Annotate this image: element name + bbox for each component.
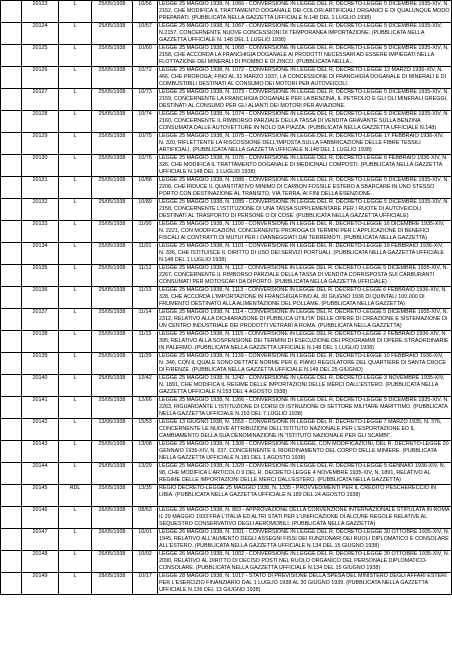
record-id: 20140: [22, 375, 59, 397]
record-date: 25/05/1938: [92, 221, 133, 243]
record-title: LEGGE 25 MAGGIO 1938, N. 1072 - CONVERSIONE IN LEGGE DEL R. DECRETO-LEGGE 12 MARZO 1936-XIV, N. 466, CHE PROROGA, FINO AL 31 MARZO 1937, LA CONCESSIONE DI FRANCHIGIA DOGANALE DI MINERALI E DI COMBUSTIBILI DESTINATI AL CONSUMO DEI MOTORI PER AUTOVEICOLI.: [158, 67, 452, 89]
record-id: 20123: [22, 1, 59, 23]
row-marker: [1, 375, 22, 397]
table-row: [1, 265, 452, 287]
record-date: 25/05/1938: [92, 177, 133, 199]
record-page: 11/00: [133, 221, 158, 243]
record-page: 13/29: [133, 463, 158, 485]
record-date: 13/06/1938: [92, 419, 133, 441]
record-type: L: [59, 89, 92, 111]
row-marker: [1, 485, 22, 507]
row-marker: [1, 353, 22, 375]
records-body: [1, 1, 452, 595]
row-marker: [1, 550, 22, 572]
record-type: L: [59, 419, 92, 441]
record-id: 20147: [22, 528, 59, 550]
record-page: 10/02: [133, 550, 158, 572]
record-page: 08/63: [133, 506, 158, 528]
row-marker: [1, 287, 22, 309]
record-type: L: [59, 375, 92, 397]
record-title: LEGGE 25 MAGGIO 1938, N. 1074 - CONVERSIONE IN LEGGE DEL R. DECRETO-LEGGE 5 DICEMBRE 1935-XIV, N. 2160, CONCERNENTE IL RIMBORSO PARZIALE DELLA TASSA DI VENDITA GRAVANTE SULLA BENZINA CONSUMATA DALLE AUTOVETTURE IN NOLO DA PIAZZA. (PUBBLICATA NELLA GAZZETTA UFFICIALE N.148): [158, 111, 452, 133]
record-title: LEGGE 28 MAGGIO 1938, N. 1017 - STATO DI PREVISIONE DELLA SPESA DEL MINISTERO DEGLI AFFARI ESTERI PER L'ESERCIZIO FINANZIARIO DAL 1 LUGLIO 1938 AL 30 GIUGNO 1939. (PUBBLICATA NELLA GAZZETTA UFFICIALE N.136 DEL 13 GIUGNO 1938): [158, 572, 452, 594]
row-marker: [1, 45, 22, 67]
record-date: 25/05/1938: [92, 397, 133, 419]
record-id: 20129: [22, 133, 59, 155]
row-marker: [1, 331, 22, 353]
row-marker: [1, 155, 22, 177]
record-date: 25/05/1938: [92, 23, 133, 45]
record-date: 25/05/1938: [92, 199, 133, 221]
record-type: L: [59, 221, 92, 243]
record-date: 25/05/1938: [92, 111, 133, 133]
row-marker: [1, 528, 22, 550]
record-type: L: [59, 67, 92, 89]
record-date: 25/05/1938: [92, 67, 133, 89]
record-title: LEGGE 26 MAGGIO 1938, N. 1002 - CONVERSIONE IN LEGGE DEL R. DECRETO-LEGGE 30 OTTOBRE 1935-XIV, N. 2090, RELATIVO AL DIRITTO DI DECISO POSTI NEL RUOLO ORGANICO DEL PERSONALE DIPLOMATICO-CONSOLARE. (PUBBLICATA NELLA GAZZETTA UFFICIALE N.134 DEL 15 GIUGNO 1938): [158, 550, 452, 572]
record-type: L: [59, 397, 92, 419]
record-type: L: [59, 353, 92, 375]
record-date: 25/05/1938: [92, 265, 133, 287]
record-id: 20139: [22, 353, 59, 375]
record-type: L: [59, 1, 92, 23]
table-row: [1, 506, 452, 528]
table-row: [1, 199, 452, 221]
record-title: LEGGE 25 MAGGIO 1938, N. 1075 - CONVERSIONE IN LEGGE DEL R. DECRETO-LEGGE 17 FEBBRAIO 1936-XIV, N. 320, RIFLETTENTE LA RISCOSSIONE DELL'IMPOSTA SULLA FABBRICAZIONE DELLE FIBRE TESSILI ARTIFICIALI. (PUBBLICATA NELLA GAZZETTA UFFICIALE N.148 DEL 1 LUGLIO 1938): [158, 133, 452, 155]
table-row: [1, 550, 452, 572]
record-page: 10/56: [133, 1, 158, 23]
record-page: 10/89: [133, 199, 158, 221]
record-type: L: [59, 23, 92, 45]
record-type: L: [59, 111, 92, 133]
row-marker: [1, 506, 22, 528]
table-row: [1, 353, 452, 375]
record-type: RDL: [59, 485, 92, 507]
record-page: 10/74: [133, 111, 158, 133]
record-id: 20133: [22, 221, 59, 243]
record-date: 26/05/1938: [92, 506, 133, 528]
record-date: 28/05/1938: [92, 572, 133, 594]
record-type: L: [59, 441, 92, 463]
table-row: [1, 375, 452, 397]
record-date: 25/05/1938: [92, 375, 133, 397]
record-page: 13/08: [133, 441, 158, 463]
table-row: [1, 89, 452, 111]
table-row: [1, 528, 452, 550]
record-date: 25/05/1938: [92, 309, 133, 331]
record-title: LEGGE 25 MAGGIO 1938, N. 1088 - CONVERSIONE IN LEGGE DEL R. DECRETO-LEGGE 5 DICEMBRE 1935-XIV, N. 2208, CHE RIDUCE IL QUANTITATIVO MINIMO DI CARBON FOSSILE ESTERO A SBARCARE IN UNO STESSO PORTO CON DESTINAZIONE AL TRANSITO, VIA TERRA, AI FINI DELLA ESENZIONE.: [158, 177, 452, 199]
record-id: 20134: [22, 243, 59, 265]
record-page: 10/76: [133, 155, 158, 177]
row-marker: [1, 463, 22, 485]
record-id: 20137: [22, 309, 59, 331]
record-title: LEGGE 13 GIUGNO 1938, N. 1553 - CONVERSIONE IN LEGGE DEL R. DECRETO-LEGGE 7 MARZO 1935, N. 376, CONCERNENTE LE NUOVE ATTRIBUZIONI DELL'ISTITUTO NAZIONALE PER L'ESPORTAZIONE ED IL CAMBIAMENTO DELLA SUA DENOMINAZIONE IN "ISTITUTO NAZIONALE PER GLI SCAMBI".: [158, 419, 452, 441]
record-title: LEGGE 25 MAGGIO 1938, N. 1100 - CONVERSIONE IN LEGGE DEL R. DECRETO-LEGGE 16 DICEMBRE 1935-XIV, N. 2221, CON MODIFICAZIONI, CONCERNENTE PROROGA DI TERMINI PER L'APPLICAZIONE DI BENEFICI FISCALI AI CONTRATTI DI MUTUI PER I DANNEGGIATI DAI TERREMOTI. (PUBBLICATA NELLA GAZZETTA): [158, 221, 452, 243]
record-date: 26/05/1938: [92, 528, 133, 550]
record-date: 26/05/1938: [92, 550, 133, 572]
record-id: 20128: [22, 111, 59, 133]
record-type: L: [59, 133, 92, 155]
record-id: 20127: [22, 89, 59, 111]
row-marker: [1, 111, 22, 133]
table-row: [1, 221, 452, 243]
record-date: 25/05/1938: [92, 1, 133, 23]
record-date: 25/05/1938: [92, 45, 133, 67]
record-id: 20135: [22, 265, 59, 287]
row-marker: [1, 177, 22, 199]
record-title: LEGGE 25 MAGGIO 1938, N. 1115 - CONVERSIONE IN LEGGE DEL R. DECRETO-LEGGE 2 FEBBRAIO 1936-XIV, N. 395, RELATIVO ALLA SOSPENSIONE DEI TERMINI DI ESECUZIONE DEI PROGRAMMI DI OPERE STRAORDINARIE IN PALERMO. (PUBBLICATA NELLA GAZZETTA UFFICIALE N.148 DEL 1 LUGLIO 1938): [158, 331, 452, 353]
record-id: 20143: [22, 441, 59, 463]
record-title: LEGGE 25 MAGGIO 1938, N. 1113 - CONVERSIONE IN LEGGE DEL R. DECRETO-LEGGE 6 FEBBRAIO 1936-XIV, N. 328, CHE ACCORDA L'IMPORTAZIONE IN FRANCHIGIA FINO AL 30 GIUGNO 1936 DI QUINTALI 100.000 DI FRUMENTO DESTINATO ALLA ALIMENTAZIONE DEL POLLAME. (PUBBLICATA NELLA GAZZETTA): [158, 287, 452, 309]
row-marker: [1, 441, 22, 463]
row-marker: [1, 133, 22, 155]
record-id: 20148: [22, 550, 59, 572]
record-title: LEGGE 25 MAGGIO 1938, N. 1066 - CONVERSIONE IN LEGGE DEL R. DECRETO-LEGGE 5 DICEMBRE 1935-XIV, N. 2152, CHE MODIFICA IL TRATTAMENTO DOGANALE DEI COLORI ARTIFICIALI ORGANICI E DI QUALUNQUE MODO PREPARATI. (PUBBLICATA NELLA GAZZETTA UFFICIALE N.148 DEL 1 LUGLIO 1938): [158, 1, 452, 23]
record-type: L: [59, 309, 92, 331]
record-page: 11/01: [133, 243, 158, 265]
row-marker: [1, 199, 22, 221]
table-row: [1, 243, 452, 265]
table-row: [1, 485, 452, 507]
record-title: LEGGE 25 MAGGIO 1938, N. 1139 - CONVERSIONE IN LEGGE DEL R. DECRETO-LEGGE 10 FEBBRAIO 1936-XIV, N. 346, CON IL QUALE SONO DETTATE NORME PER IL PIANO REGOLATORE DEL QUARTIERE DI SANTA CROCE DI FIRENZE. (PUBBLICATA NELLA GAZZETTA UFFICIALE N.149 DEL 25 GIUGNO): [158, 353, 452, 375]
record-title: LEGGE 25 MAGGIO 1938, N. 1329 - CONVERSIONE IN LEGGE DEL R. DECRETO-LEGGE 5 GENNAIO 1936-XIV, N. 98, CHE MODIFICA L'ARTICOLO 9 DEL R. DECRETO-LEGGE 4 NOVEMBRE 1935-XIV, N. 1891, RELATIVO AL REGIME DELLE IMPORTAZIONI DELLE MERCI DALL'ESTERO. (PUBBLICATA NELLA GAZZETTA): [158, 463, 452, 485]
record-title: LEGGE 25 MAGGIO 1938, N. 1266 - CONVERSIONE IN LEGGE DEL R. DECRETO-LEGGE 5 DICEMBRE 1935-XIV, N. 2263, RIGUARDANTE L'ISTITUZIONE DI CORSI DI ISTRUZIONE DI SETTORE MILITARE MARITTIMO. (PUBBLICATA NELLA GAZZETTA UFFICIALE N.153 DEL 7 LUGLIO 1938): [158, 397, 452, 419]
record-page: 10/73: [133, 89, 158, 111]
record-type: L: [59, 528, 92, 550]
record-title: LEGGE 25 MAGGIO 1938, N. 1073 - CONVERSIONE IN LEGGE DEL R. DECRETO-LEGGE 5 DICEMBRE 1935-XIV, N. 2159, CONCERNENTE LA FRANCHIGIA DOGANALE PER LA BENZINA, IL PETROLIO E GLI OLI MINERALI GREGGI, DESTINATI AL CONSUMO PER GLI ALIANTI DEI MOTORI PER AVIAZIONE.: [158, 89, 452, 111]
record-id: 20144: [22, 463, 59, 485]
record-date: 25/05/1938: [92, 331, 133, 353]
record-date: 25/05/1938: [92, 133, 133, 155]
row-marker: [1, 265, 22, 287]
record-id: 20136: [22, 287, 59, 309]
table-row: [1, 441, 452, 463]
record-date: 25/05/1938: [92, 287, 133, 309]
record-page: 12/66: [133, 397, 158, 419]
record-type: L: [59, 199, 92, 221]
record-type: L: [59, 243, 92, 265]
record-type: L: [59, 572, 92, 594]
row-marker: [1, 23, 22, 45]
record-page: 10/75: [133, 133, 158, 155]
record-title: LEGGE 25 MAGGIO 1938, N. 1068 - CONVERSIONE IN LEGGE DEL R. DECRETO-LEGGE 5 DICEMBRE 1935-XIV, N. 2158, CHE ACCORDA LA FRANCHIGIA DOGANALE AI PRODOTTI NECESSARI AD ESSERE IMPIEGATI NELLA FLOTTAZIONE DEI MINERALI DI PIOMBO E DI ZINCO. (PUBBLICATA NELLA...: [158, 45, 452, 67]
table-row: [1, 419, 452, 441]
row-marker: [1, 1, 22, 23]
record-page: 10/60: [133, 45, 158, 67]
record-type: L: [59, 155, 92, 177]
record-page: 12/42: [133, 375, 158, 397]
record-title: LEGGE 26 MAGGIO 1938, N. 863 - APPROVAZIONE DELLA CONVENZIONE INTERNAZIONALE STIPULATA IN ROMA IL 29 MAGGIO 1933 FRA L'ITALIA ED ALTRI STATI PER L'UNIFICAZIONE DI ALCUNE REGOLE RELATIVE AL SEQUESTRO CONSERVATIVO DEGLI AEROMOBILI. (PUBBLICATA NELLA GAZZETTA): [159, 506, 450, 527]
record-id: 20124: [22, 23, 59, 45]
record-id: 20131: [22, 177, 59, 199]
record-type: L: [59, 463, 92, 485]
record-date: 25/05/1938: [92, 89, 133, 111]
table-row: [1, 67, 452, 89]
record-type: L: [59, 45, 92, 67]
record-page: 11/15: [133, 331, 158, 353]
row-marker: [1, 89, 22, 111]
table-row: [1, 45, 452, 67]
record-title: LEGGE 26 MAGGIO 1938, N. 1001 - CONVERSIONE IN LEGGE DEL R. DECRETO-LEGGE 30 OTTOBRE 1935-XIV, N. 1945, RELATIVO ALL'AUMENTO DEGLI ASSEGNI FISSI DEI FUNZIONARI DEI RUOLI DIPLOMATICO E CONSOLARE ALL'ESTERO. (PUBBLICATA NELLA GAZZETTA UFFICIALE N.134 DEL 15 GIUGNO 1938): [158, 528, 452, 550]
record-date: 25/05/1938: [92, 485, 133, 507]
table-row: [1, 23, 452, 45]
record-id: 20132: [22, 199, 59, 221]
record-date: 25/05/1938: [92, 155, 133, 177]
row-marker: [1, 572, 22, 594]
row-marker: [1, 67, 22, 89]
row-marker: [1, 221, 22, 243]
record-title: LEGGE 25 MAGGIO 1938, N. 1089 - CONVERSIONE IN LEGGE DEL R. DECRETO-LEGGE 5 DICEMBRE 1935-XIV, N. 2158, CONCERNENTE L'ISTITUZIONE DI UNA TASSA SUPPLEMENTARE PER I RUOTE DI AUTOVEICOLI DESTINATI AL TRASPORTO DI PERSONE O DI COSE. (PUBBLICATA NELLA GAZZETTA UFFICIALE): [158, 199, 452, 221]
record-page: 11/39: [133, 353, 158, 375]
record-date: 25/05/1938: [92, 243, 133, 265]
record-type: L: [59, 287, 92, 309]
record-title: REGIO DECRETO-LEGGE 25 MAGGIO 1938, N. 1335 - PROVVEDIMENTI PER IL CREDITO PESCHERECCIO IN LIBIA. (PUBBLICATA NELLA GAZZETTA UFFICIALE N.189 DEL 24 AGOSTO 1938): [158, 485, 452, 507]
record-date: 25/05/1938: [92, 353, 133, 375]
record-id: 20146: [22, 506, 59, 528]
record-page: 10/88: [133, 177, 158, 199]
record-id: 20141: [22, 397, 59, 419]
record-page: 10/01: [133, 528, 158, 550]
row-marker: [1, 309, 22, 331]
record-id: 20149: [22, 572, 59, 594]
record-title: LEGGE 25 MAGGIO 1938, N. 1308 - CONVERSIONE IN LEGGE, CON MODIFICAZIONI, DEL R. DECRETO-LEGGE 20 GENNAIO 1936-XIV, N. 237, CONCERNENTE IL RIORDINAMENTO DEL CORPO DELLE MINIERE. (PUBBLICATA NELLA GAZZETTA UFFICIALE N.181 DEL 1 AGOSTO 1938): [158, 441, 452, 463]
record-id: 20130: [22, 155, 59, 177]
table-row: [1, 287, 452, 309]
row-marker: [1, 419, 22, 441]
record-id: 20126: [22, 67, 59, 89]
record-title: LEGGE 25 MAGGIO 1938, N. 1067 - CONVERSIONE IN LEGGE DEL R. DECRETO-LEGGE 5 DICEMBRE 1935-XIV, N.2157, CONCERNENTE NUOVE CONCESSIONI DI TEMPORANEA IMPORTAZIONE. (PUBBLICATA NELLA GAZZETTA UFFICIALE N. 148 DEL 1 LUGLIO 1938): [158, 23, 452, 45]
table-row: [1, 309, 452, 331]
table-row: [1, 331, 452, 353]
record-title: LEGGE 25 MAGGIO 1938, N. 1101 - CONVERSIONE IN LEGGE DEL R. DECRETO-LEGGE 19 FEBBRAIO 1936-XIV, N. 336, CHE ISTITUISCE IL DIRITTO DI USO DEI SERVIZI PORTUALI. (PUBBLICATA NELLA GAZZETTA UFFICIALE N.148 DEL 1 LUGLIO 1938): [158, 243, 452, 265]
record-id: 20145: [22, 485, 59, 507]
row-marker: [1, 397, 22, 419]
record-page: 10/57: [133, 23, 158, 45]
table-row: [1, 463, 452, 485]
table-row: [1, 177, 452, 199]
record-title: LEGGE 25 MAGGIO 1938, N. 1076 - CONVERSIONE IN LEGGE DEL R. DECRETO-LEGGE 6 FEBBRAIO 1936-XIV, N. 326, CHE MODIFICA IL TRATTAMENTO DOGANALE DI MEDICINALI COMPOSTI. (PUBBLICATA NELLA GAZZETTA UFFICIALE N.148 DEL 1 LUGLIO 1938): [158, 155, 452, 177]
row-marker: [1, 243, 22, 265]
record-page: 15/53: [133, 419, 158, 441]
record-title: LEGGE 25 MAGGIO 1938, N. 1114 - CONVERSIONE IN LEGGE DEL R. DECRETO-LEGGE 5 DICEMBRE 1935-XIV, N. 2312, RELATIVO ALLA DICHIARAZIONE DI PUBBLICA UTILITA' DELLE OPERE DI CREAZIONE E SISTEMAZIONE DI UN CENTRO INDUSTRIALE DEI PRODOTTI VETRARI A ROMA. (PUBBLICATA NELLA GAZZETTA): [158, 309, 452, 331]
record-page: 13/35: [133, 485, 158, 507]
record-title: LEGGE 25 MAGGIO 1938, N. 1112 - CONVERSIONE IN LEGGE DEL R. DECRETO-LEGGE 5 DICEMBRE 1935-XIV, N. 2267, CONCERNENTE IL RIMBORSO PARZIALE DELLA TASSA DI VENDITA CORRISPOSTA SUI CARBURANTI CONSUMATI PER MOTOSCAFI DA DIPORTO. (PUBBLICATA NELLA GAZZETTA UFFICIALE): [158, 265, 452, 287]
record-title: LEGGE 25 MAGGIO 1938, N. 1242 - CONVERSIONE IN LEGGE DEL R. DECRETO-LEGGE 3 NOVEMBRE 1935-XIV, N. 1891, CHE MODIFICA IL REGIME DELLE IMPORTAZIONI DELLE MERCI DALL'ESTERO. (PUBBLICATA NELLA GAZZETTA UFFICIALE N.153 DEL 4 AGOSTO 1938): [158, 375, 452, 397]
record-page: 10/72: [133, 67, 158, 89]
table-row: [1, 111, 452, 133]
record-type: L: [59, 550, 92, 572]
record-type: L: [59, 506, 92, 528]
record-page: 11/13: [133, 287, 158, 309]
table-row: [1, 397, 452, 419]
record-type: L: [59, 177, 92, 199]
table-row: [1, 1, 452, 23]
record-type: L: [59, 331, 92, 353]
record-id: 20125: [22, 45, 59, 67]
record-page: 11/14: [133, 309, 158, 331]
record-type: L: [59, 265, 92, 287]
record-date: 25/05/1938: [92, 463, 133, 485]
record-id: 20142: [22, 419, 59, 441]
record-date: 25/05/1938: [92, 441, 133, 463]
table-row: [1, 133, 452, 155]
table-row: [1, 155, 452, 177]
record-page: 11/12: [133, 265, 158, 287]
record-page: 10/17: [133, 572, 158, 594]
record-id: 20138: [22, 331, 59, 353]
table-row: [1, 572, 452, 594]
